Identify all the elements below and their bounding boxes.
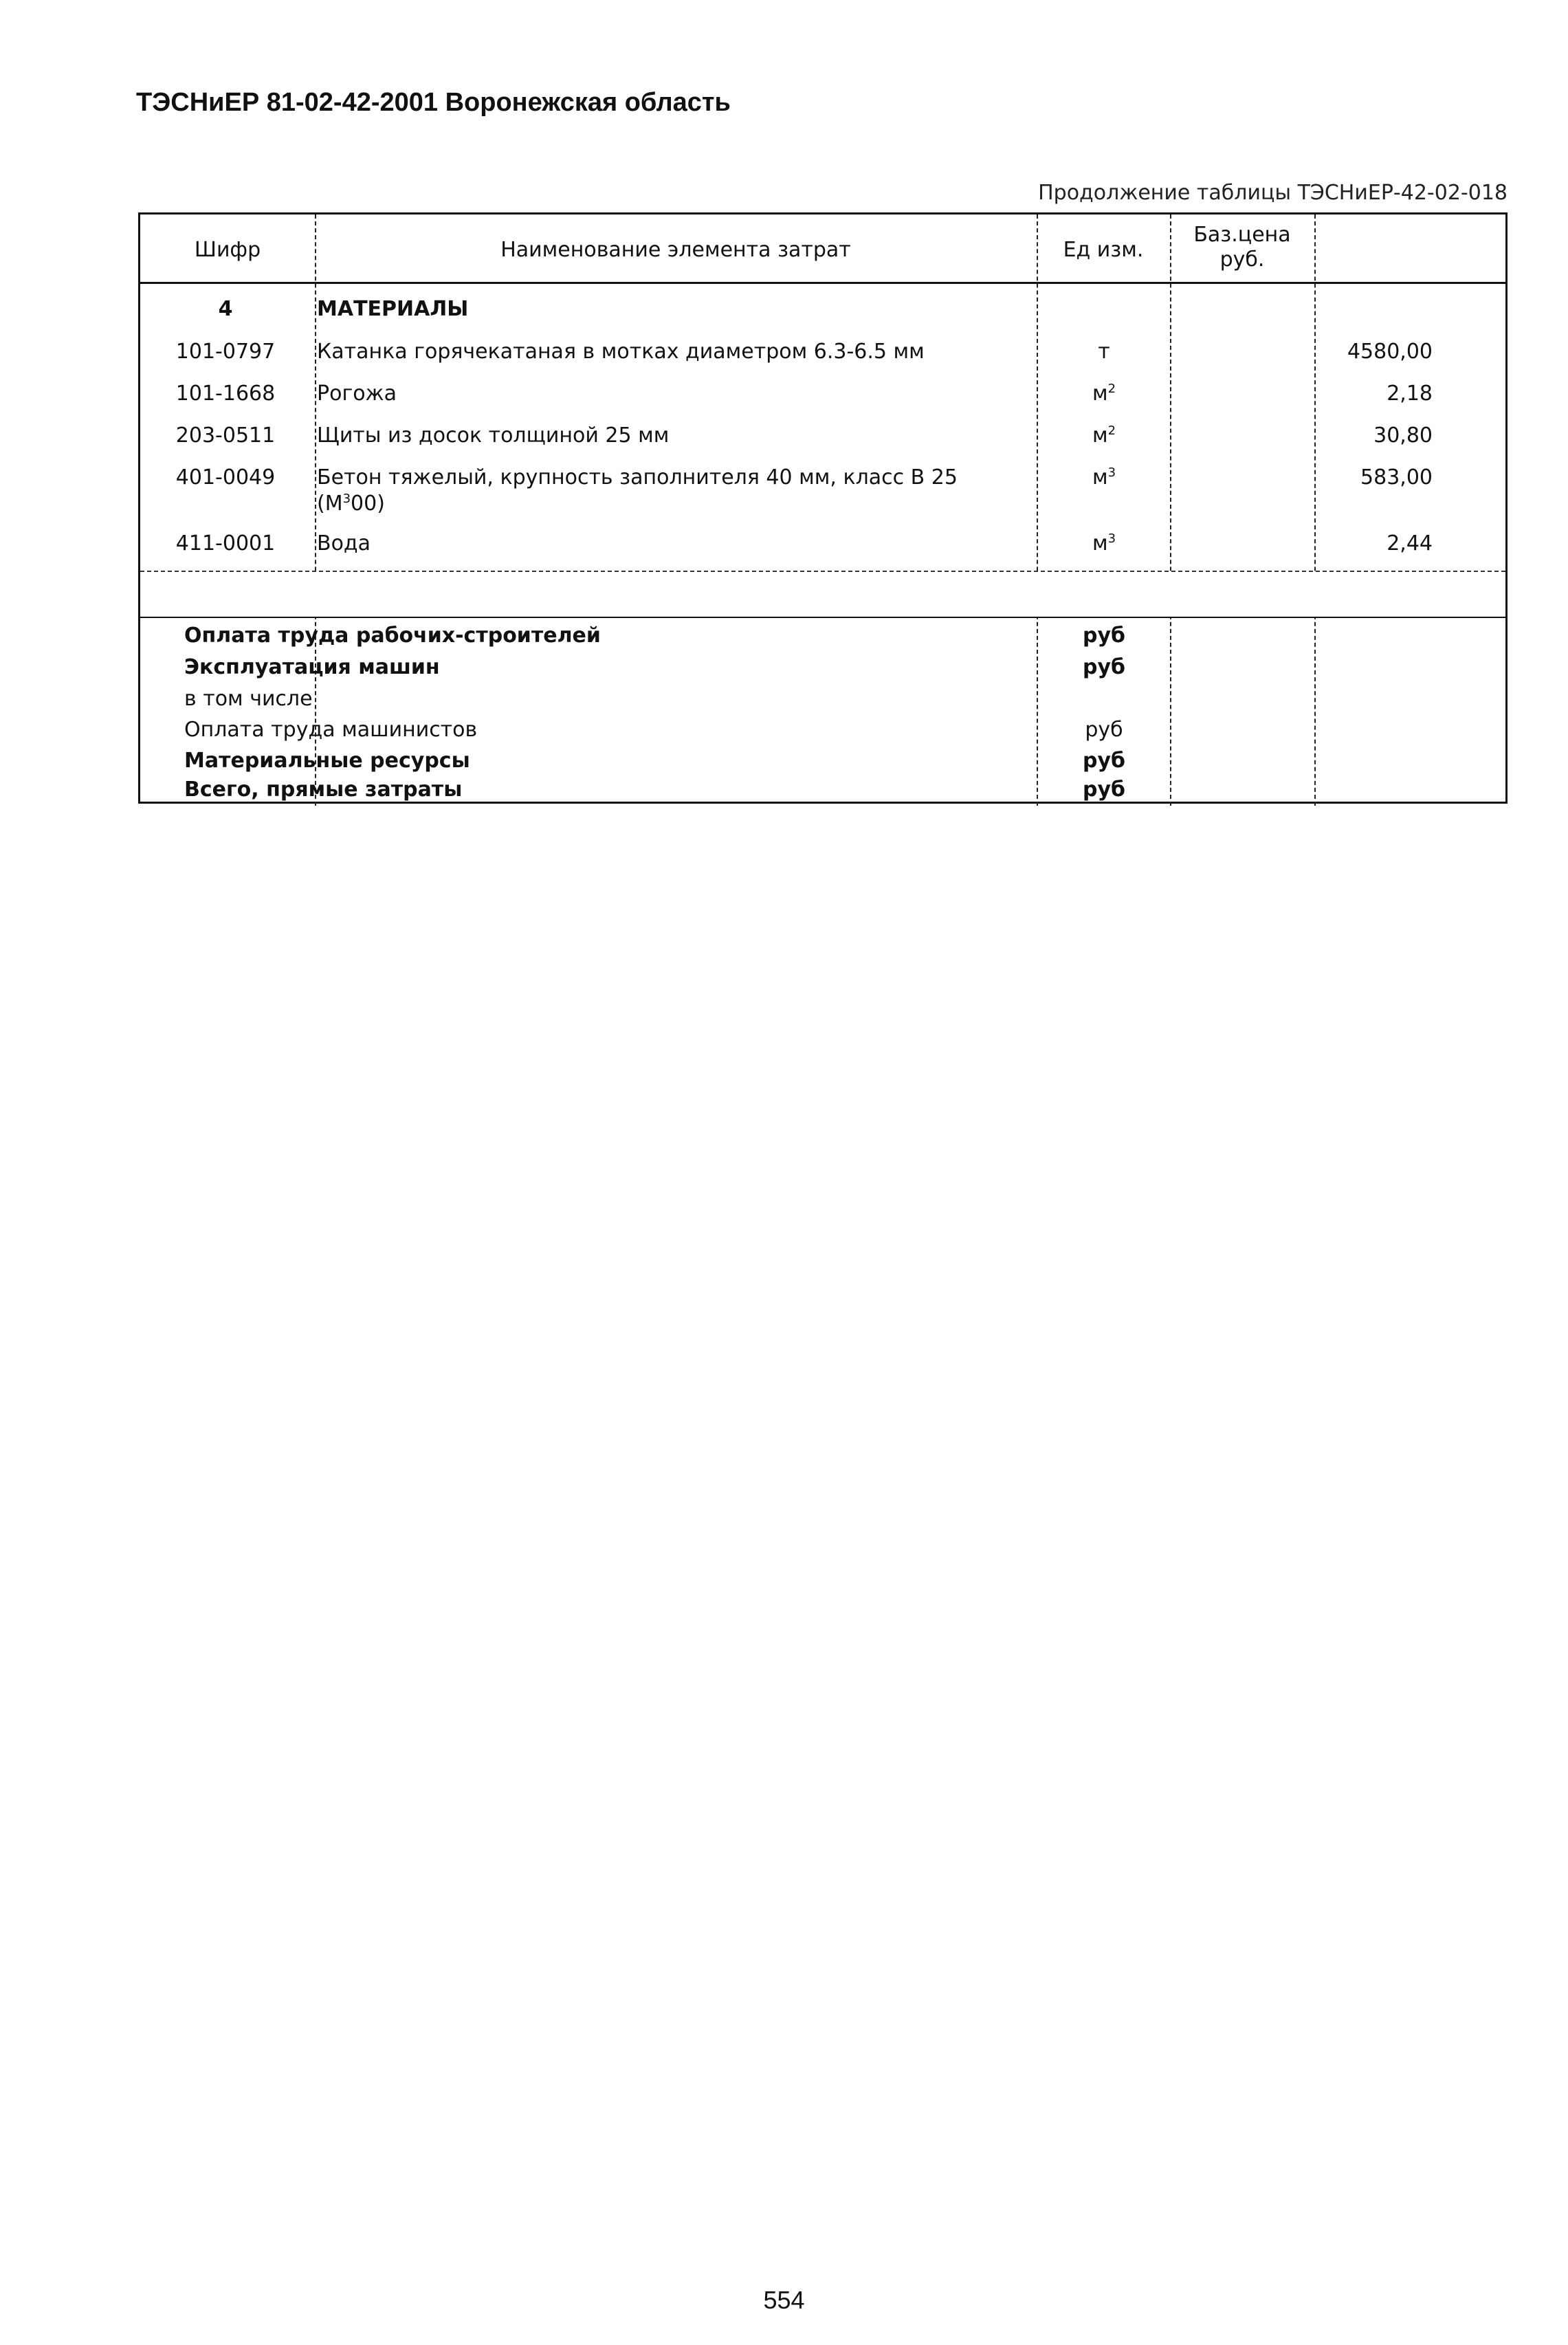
row-code: 101-0797: [175, 340, 276, 364]
total-unit: руб: [1083, 749, 1125, 773]
row-code: 411-0001: [175, 531, 276, 555]
cost-table: [138, 212, 1508, 804]
total-label: Оплата труда машинистов: [184, 718, 478, 742]
header-price: Баз.цена: [1193, 223, 1291, 247]
row-unit: $м^2$: [1092, 382, 1116, 406]
row-code: 101-1668: [175, 382, 276, 406]
row-unit: $м^3$: [1092, 465, 1116, 489]
row-price: 2,44: [1387, 531, 1433, 555]
total-label: Материальные ресурсы: [184, 749, 470, 773]
row-unit: $м^3$: [1092, 531, 1116, 555]
row-name: Рогожа: [317, 382, 397, 406]
row-name-continuation: $(М^300)$: [317, 492, 385, 516]
table-continuation-label: Продолжение таблицы ТЭСНиЕР-42-02-018: [1038, 181, 1508, 205]
blank-row: [140, 573, 1505, 617]
row-name: Вода: [317, 531, 371, 555]
total-unit: руб: [1085, 718, 1123, 742]
row-name: Катанка горячекатаная в мотках диаметром 6.3-6.5 мм: [317, 340, 925, 364]
row-unit: $м^2$: [1092, 423, 1116, 448]
row-price: 4580,00: [1347, 340, 1433, 364]
total-unit: руб: [1083, 624, 1125, 648]
column-divider: [1314, 214, 1316, 806]
row-unit: т: [1098, 340, 1110, 364]
section-code: 4: [218, 297, 233, 321]
header-code: Шифр: [194, 238, 261, 262]
row-price: 583,00: [1360, 465, 1433, 489]
row-price: 2,18: [1387, 382, 1433, 406]
column-divider: [315, 214, 316, 806]
total-unit: руб: [1083, 655, 1125, 679]
row-name: Бетон тяжелый, крупность заполнителя 40 мм, класс В 25: [317, 465, 958, 489]
row-name: Щиты из досок толщиной 25 мм: [317, 423, 670, 448]
header-price-unit: руб.: [1219, 247, 1265, 272]
header-name: Наименование элемента затрат: [500, 238, 851, 262]
page-number: 554: [763, 2286, 805, 2314]
row-code: 401-0049: [175, 465, 276, 489]
total-label: в том числе: [184, 687, 313, 711]
column-divider: [1037, 214, 1038, 806]
header-unit: Ед изм.: [1063, 238, 1144, 262]
document-title: ТЭСНиЕР 81-02-42-2001 Воронежская область: [136, 88, 731, 117]
header-separator: [140, 282, 1505, 284]
total-label: Эксплуатация машин: [184, 655, 440, 679]
row-price: 30,80: [1373, 423, 1433, 448]
total-label: Оплата труда рабочих-строителей: [184, 624, 601, 648]
column-divider: [1170, 214, 1171, 806]
section-title: МАТЕРИАЛЫ: [317, 297, 469, 321]
materials-end-separator: [140, 571, 1505, 572]
total-unit: руб: [1083, 778, 1125, 802]
row-code: 203-0511: [175, 423, 276, 448]
totals-separator: [140, 617, 1505, 618]
total-label: Всего, прямые затраты: [184, 778, 463, 802]
